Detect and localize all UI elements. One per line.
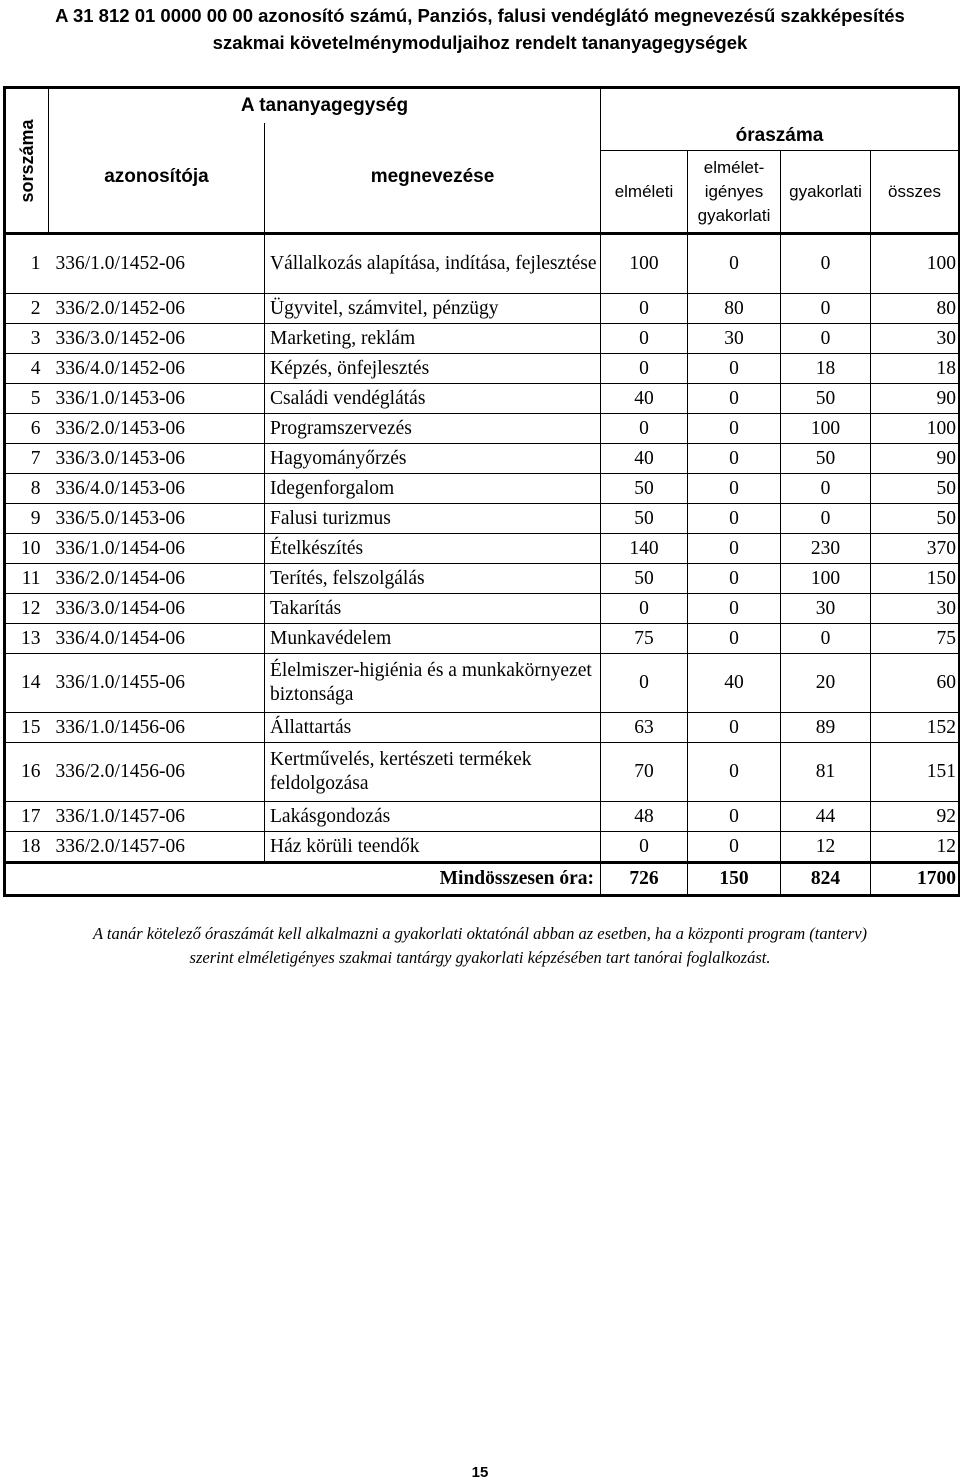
table-row <box>5 294 960 324</box>
row-name: Munkavédelem <box>265 624 601 654</box>
row-elmeletigenyes: 0 <box>688 444 781 474</box>
row-elmeleti: 140 <box>601 534 688 564</box>
row-name: Kertművelés, kertészeti termékek feldolgozása <box>265 743 601 802</box>
row-identifier: 336/1.0/1454-06 <box>49 534 265 564</box>
header-elmeletigenyes-gyakorlati: elmélet- igényes gyakorlati <box>688 151 781 234</box>
row-osszes: 100 <box>871 234 960 294</box>
row-number: 9 <box>5 504 49 534</box>
row-gyakorlati: 0 <box>781 624 871 654</box>
row-number: 18 <box>5 832 49 863</box>
row-elmeleti: 50 <box>601 564 688 594</box>
row-identifier: 336/1.0/1453-06 <box>49 384 265 414</box>
row-osszes: 30 <box>871 324 960 354</box>
table-row <box>5 474 960 504</box>
row-gyakorlati: 0 <box>781 474 871 504</box>
header-megnevezese: megnevezése <box>265 123 601 234</box>
row-gyakorlati: 0 <box>781 234 871 294</box>
row-number: 1 <box>5 234 49 294</box>
total-elmeleti: 726 <box>601 863 688 896</box>
row-name: Képzés, önfejlesztés <box>265 354 601 384</box>
row-name: Családi vendéglátás <box>265 384 601 414</box>
row-gyakorlati: 20 <box>781 654 871 713</box>
row-name: Állattartás <box>265 713 601 743</box>
footnote-line-2: szerint elméletigényes szakmai tantárgy gyakorlati képzésében tart tanórai foglalkozást. <box>189 948 771 967</box>
row-gyakorlati: 50 <box>781 384 871 414</box>
total-label: Mindösszesen óra: <box>5 863 601 896</box>
header-oraszama: óraszáma <box>601 123 960 151</box>
row-identifier: 336/4.0/1454-06 <box>49 624 265 654</box>
row-elmeleti: 70 <box>601 743 688 802</box>
row-number: 8 <box>5 474 49 504</box>
row-number: 15 <box>5 713 49 743</box>
row-elmeleti: 40 <box>601 384 688 414</box>
row-identifier: 336/2.0/1452-06 <box>49 294 265 324</box>
row-elmeletigenyes: 30 <box>688 324 781 354</box>
row-elmeletigenyes: 40 <box>688 654 781 713</box>
row-elmeletigenyes: 0 <box>688 414 781 444</box>
row-name: Lakásgondozás <box>265 802 601 832</box>
row-name: Élelmiszer-higiénia és a munkakörnyezet biztonsága <box>265 654 601 713</box>
row-identifier: 336/2.0/1453-06 <box>49 414 265 444</box>
row-osszes: 92 <box>871 802 960 832</box>
table-row <box>5 802 960 832</box>
row-number: 12 <box>5 594 49 624</box>
row-osszes: 370 <box>871 534 960 564</box>
header-elmeleti: elméleti <box>601 151 688 234</box>
table-row <box>5 324 960 354</box>
row-identifier: 336/3.0/1452-06 <box>49 324 265 354</box>
row-name: Vállalkozás alapítása, indítása, fejlesztése <box>265 234 601 294</box>
table-row <box>5 384 960 414</box>
table-row <box>5 534 960 564</box>
row-number: 11 <box>5 564 49 594</box>
row-gyakorlati: 0 <box>781 294 871 324</box>
row-osszes: 50 <box>871 504 960 534</box>
row-osszes: 12 <box>871 832 960 863</box>
row-osszes: 152 <box>871 713 960 743</box>
row-elmeleti: 0 <box>601 324 688 354</box>
row-gyakorlati: 100 <box>781 414 871 444</box>
row-osszes: 50 <box>871 474 960 504</box>
row-elmeleti: 0 <box>601 354 688 384</box>
row-name: Hagyományőrzés <box>265 444 601 474</box>
row-name: Idegenforgalom <box>265 474 601 504</box>
row-identifier: 336/1.0/1452-06 <box>49 234 265 294</box>
table-row <box>5 564 960 594</box>
row-elmeleti: 0 <box>601 832 688 863</box>
row-gyakorlati: 44 <box>781 802 871 832</box>
row-elmeletigenyes: 0 <box>688 564 781 594</box>
row-elmeletigenyes: 0 <box>688 504 781 534</box>
row-name: Falusi turizmus <box>265 504 601 534</box>
row-number: 5 <box>5 384 49 414</box>
row-identifier: 336/5.0/1453-06 <box>49 504 265 534</box>
row-osszes: 150 <box>871 564 960 594</box>
row-elmeleti: 0 <box>601 294 688 324</box>
table-row <box>5 743 960 802</box>
row-number: 7 <box>5 444 49 474</box>
row-number: 6 <box>5 414 49 444</box>
header-sorszama: sorszáma <box>5 88 49 234</box>
table-row <box>5 654 960 713</box>
row-gyakorlati: 89 <box>781 713 871 743</box>
header-gyakorlati: gyakorlati <box>781 151 871 234</box>
row-elmeletigenyes: 0 <box>688 354 781 384</box>
row-osszes: 100 <box>871 414 960 444</box>
row-osszes: 75 <box>871 624 960 654</box>
row-osszes: 80 <box>871 294 960 324</box>
row-gyakorlati: 0 <box>781 504 871 534</box>
row-elmeletigenyes: 0 <box>688 474 781 504</box>
row-identifier: 336/2.0/1456-06 <box>49 743 265 802</box>
row-elmeletigenyes: 0 <box>688 743 781 802</box>
table-row <box>5 354 960 384</box>
row-elmeleti: 50 <box>601 474 688 504</box>
row-elmeletigenyes: 0 <box>688 534 781 564</box>
row-elmeleti: 48 <box>601 802 688 832</box>
table-row <box>5 504 960 534</box>
header-tananyagegyseg: A tananyagegység <box>49 88 601 123</box>
row-name: Terítés, felszolgálás <box>265 564 601 594</box>
row-osszes: 151 <box>871 743 960 802</box>
table-row <box>5 594 960 624</box>
row-elmeleti: 100 <box>601 234 688 294</box>
total-elmeletigenyes: 150 <box>688 863 781 896</box>
row-osszes: 60 <box>871 654 960 713</box>
row-number: 17 <box>5 802 49 832</box>
row-gyakorlati: 230 <box>781 534 871 564</box>
row-number: 2 <box>5 294 49 324</box>
row-osszes: 90 <box>871 444 960 474</box>
row-name: Ételkészítés <box>265 534 601 564</box>
row-name: Takarítás <box>265 594 601 624</box>
table-row <box>5 624 960 654</box>
row-number: 16 <box>5 743 49 802</box>
title-line-2: szakmai követelménymoduljaihoz rendelt tananyagegységek <box>212 32 748 53</box>
row-elmeletigenyes: 0 <box>688 384 781 414</box>
row-identifier: 336/3.0/1453-06 <box>49 444 265 474</box>
row-number: 10 <box>5 534 49 564</box>
row-gyakorlati: 81 <box>781 743 871 802</box>
row-elmeletigenyes: 0 <box>688 832 781 863</box>
row-elmeletigenyes: 0 <box>688 594 781 624</box>
row-identifier: 336/2.0/1457-06 <box>49 832 265 863</box>
row-osszes: 18 <box>871 354 960 384</box>
row-gyakorlati: 50 <box>781 444 871 474</box>
row-gyakorlati: 100 <box>781 564 871 594</box>
total-row <box>5 863 960 896</box>
table-row <box>5 832 960 863</box>
row-elmeletigenyes: 0 <box>688 713 781 743</box>
row-elmeleti: 75 <box>601 624 688 654</box>
row-name: Ház körüli teendők <box>265 832 601 863</box>
row-elmeleti: 50 <box>601 504 688 534</box>
row-elmeleti: 40 <box>601 444 688 474</box>
row-name: Programszervezés <box>265 414 601 444</box>
footnote <box>0 922 960 970</box>
total-osszes: 1700 <box>871 863 960 896</box>
document-title <box>0 0 960 56</box>
row-number: 3 <box>5 324 49 354</box>
row-identifier: 336/1.0/1457-06 <box>49 802 265 832</box>
row-gyakorlati: 12 <box>781 832 871 863</box>
row-elmeletigenyes: 0 <box>688 234 781 294</box>
row-name: Marketing, reklám <box>265 324 601 354</box>
row-number: 4 <box>5 354 49 384</box>
row-elmeletigenyes: 80 <box>688 294 781 324</box>
row-osszes: 30 <box>871 594 960 624</box>
row-elmeleti: 63 <box>601 713 688 743</box>
row-elmeleti: 0 <box>601 594 688 624</box>
row-elmeleti: 0 <box>601 654 688 713</box>
row-identifier: 336/4.0/1453-06 <box>49 474 265 504</box>
row-osszes: 90 <box>871 384 960 414</box>
row-gyakorlati: 30 <box>781 594 871 624</box>
row-identifier: 336/1.0/1455-06 <box>49 654 265 713</box>
header-azonositoja: azonosítója <box>49 123 265 234</box>
curriculum-table <box>3 86 960 897</box>
row-elmeletigenyes: 0 <box>688 802 781 832</box>
row-elmeletigenyes: 0 <box>688 624 781 654</box>
row-name: Ügyvitel, számvitel, pénzügy <box>265 294 601 324</box>
footnote-line-1: A tanár kötelező óraszámát kell alkalmazni a gyakorlati oktatónál abban az esetben, ha a központi program (tanterv) <box>92 924 868 943</box>
title-line-1: A 31 812 01 0000 00 00 azonosító számú, Panziós, falusi vendéglátó megnevezésű szakképesítés <box>55 5 905 26</box>
total-gyakorlati: 824 <box>781 863 871 896</box>
row-gyakorlati: 0 <box>781 324 871 354</box>
row-number: 13 <box>5 624 49 654</box>
table-row <box>5 444 960 474</box>
row-identifier: 336/2.0/1454-06 <box>49 564 265 594</box>
table-row <box>5 713 960 743</box>
header-osszes: összes <box>871 151 960 234</box>
page-number: 15 <box>471 1464 489 1481</box>
table-row <box>5 234 960 294</box>
row-identifier: 336/4.0/1452-06 <box>49 354 265 384</box>
row-gyakorlati: 18 <box>781 354 871 384</box>
row-number: 14 <box>5 654 49 713</box>
table-row <box>5 414 960 444</box>
row-identifier: 336/3.0/1454-06 <box>49 594 265 624</box>
row-elmeleti: 0 <box>601 414 688 444</box>
row-identifier: 336/1.0/1456-06 <box>49 713 265 743</box>
